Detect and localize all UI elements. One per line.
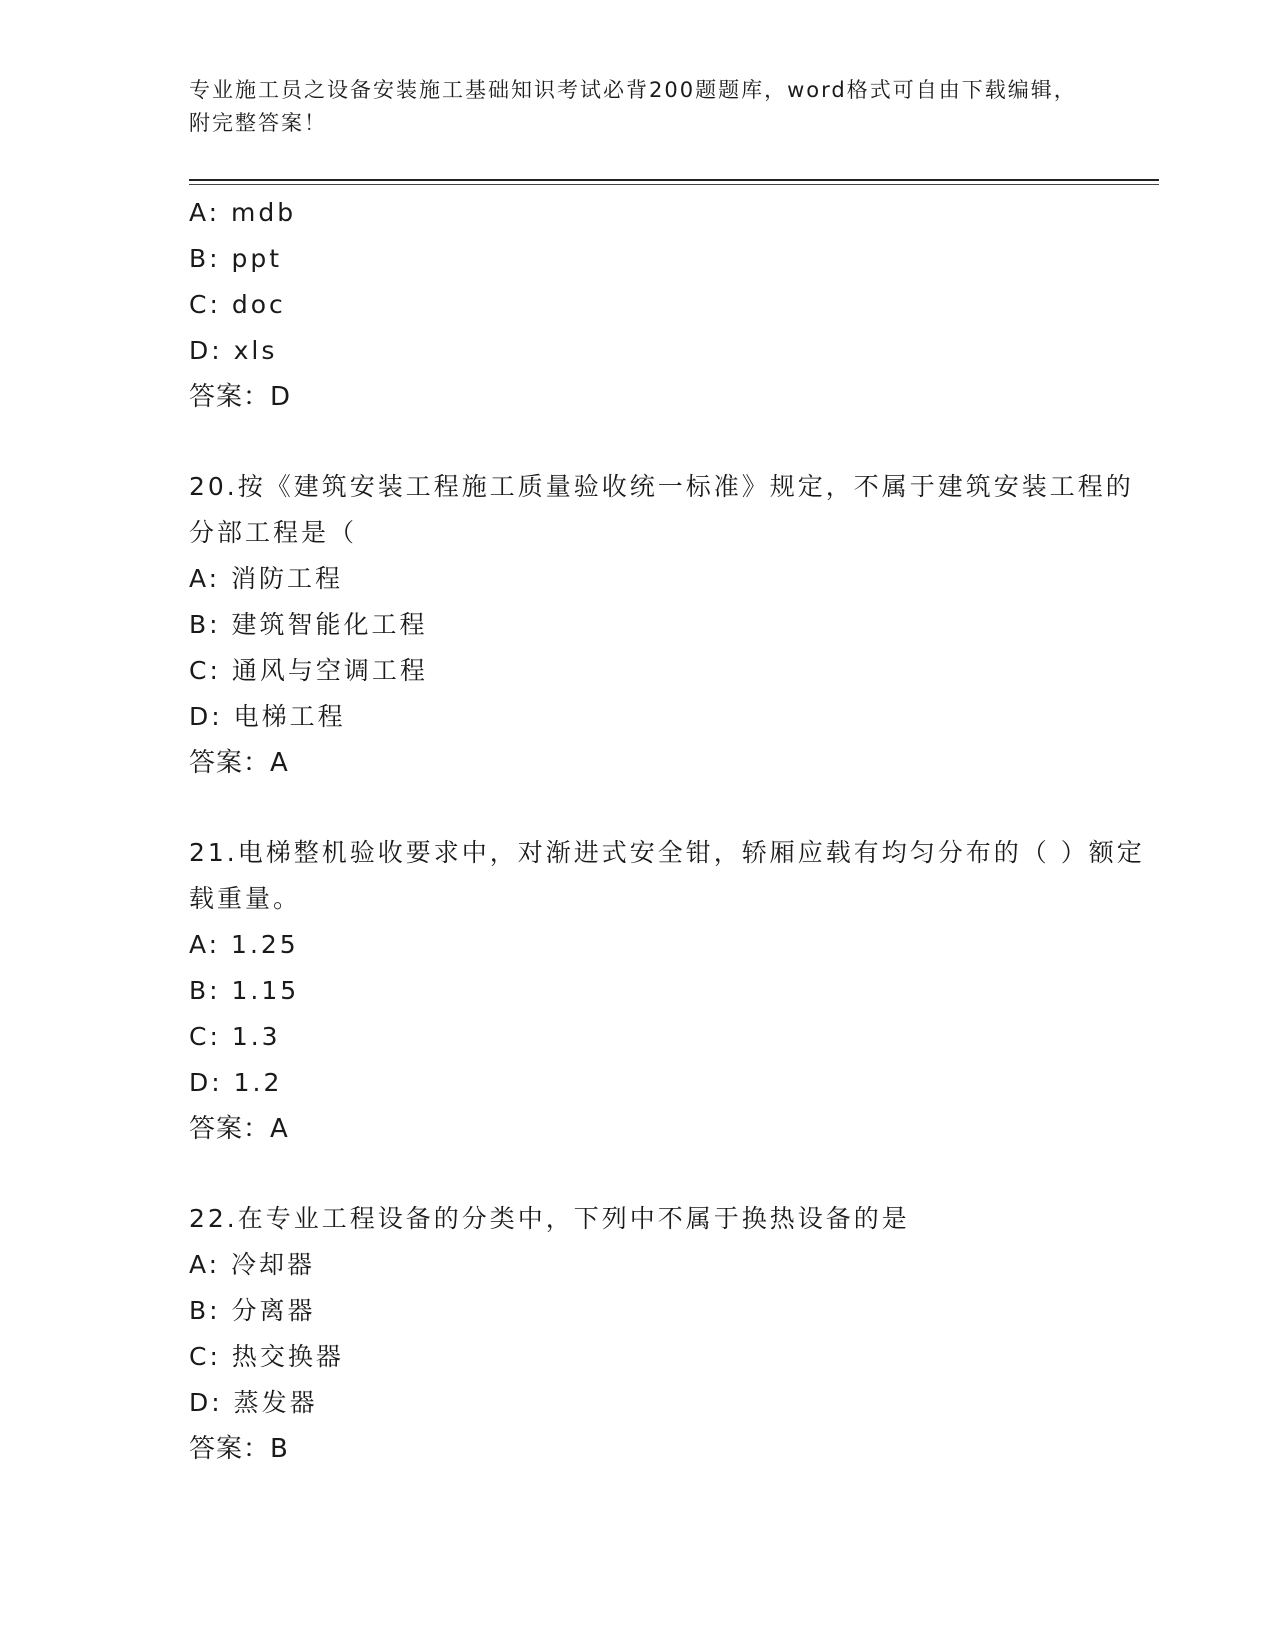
block-spacer (189, 786, 1149, 830)
option-c: C: 热交换器 (189, 1342, 344, 1371)
option-b: B: 1.15 (189, 976, 300, 1005)
question-block (189, 1196, 1149, 1472)
option-d: D: 电梯工程 (189, 702, 346, 731)
option-a: A: 1.25 (189, 930, 299, 959)
question-list (189, 190, 1149, 1472)
option-b: B: ppt (189, 244, 283, 273)
document-header: 专业施工员之设备安装施工基础知识考试必背200题题库，word格式可自由下载编辑，附完整答案！ (189, 78, 1077, 135)
option-d: D: xls (189, 336, 278, 365)
option-c: C: doc (189, 290, 286, 319)
question-block (189, 190, 1149, 420)
option-d: D: 蒸发器 (189, 1388, 318, 1417)
question-text: 20.按《建筑安装工程施工质量验收统一标准》规定，不属于建筑安装工程的分部工程是（ (189, 472, 1134, 547)
block-spacer (189, 1152, 1149, 1196)
option-a: A: 消防工程 (189, 564, 344, 593)
option-c: C: 1.3 (189, 1022, 281, 1051)
block-spacer (189, 420, 1149, 464)
option-a: A: 冷却器 (189, 1250, 316, 1279)
answer-line: 答案：A (189, 1114, 289, 1144)
option-a: A: mdb (189, 198, 297, 227)
header-rule-thick (189, 179, 1159, 181)
option-d: D: 1.2 (189, 1068, 283, 1097)
answer-line: 答案：D (189, 382, 292, 412)
question-block (189, 830, 1149, 1152)
answer-line: 答案：A (189, 748, 289, 778)
option-c: C: 通风与空调工程 (189, 656, 428, 685)
answer-line: 答案：B (189, 1434, 289, 1464)
question-block (189, 464, 1149, 786)
header-rule-thin (189, 184, 1159, 185)
question-text: 22.在专业工程设备的分类中，下列中不属于换热设备的是 (189, 1204, 910, 1233)
option-b: B: 建筑智能化工程 (189, 610, 428, 639)
question-text: 21.电梯整机验收要求中，对渐进式安全钳，轿厢应载有均匀分布的（ ）额定载重量。 (189, 838, 1145, 913)
option-b: B: 分离器 (189, 1296, 316, 1325)
